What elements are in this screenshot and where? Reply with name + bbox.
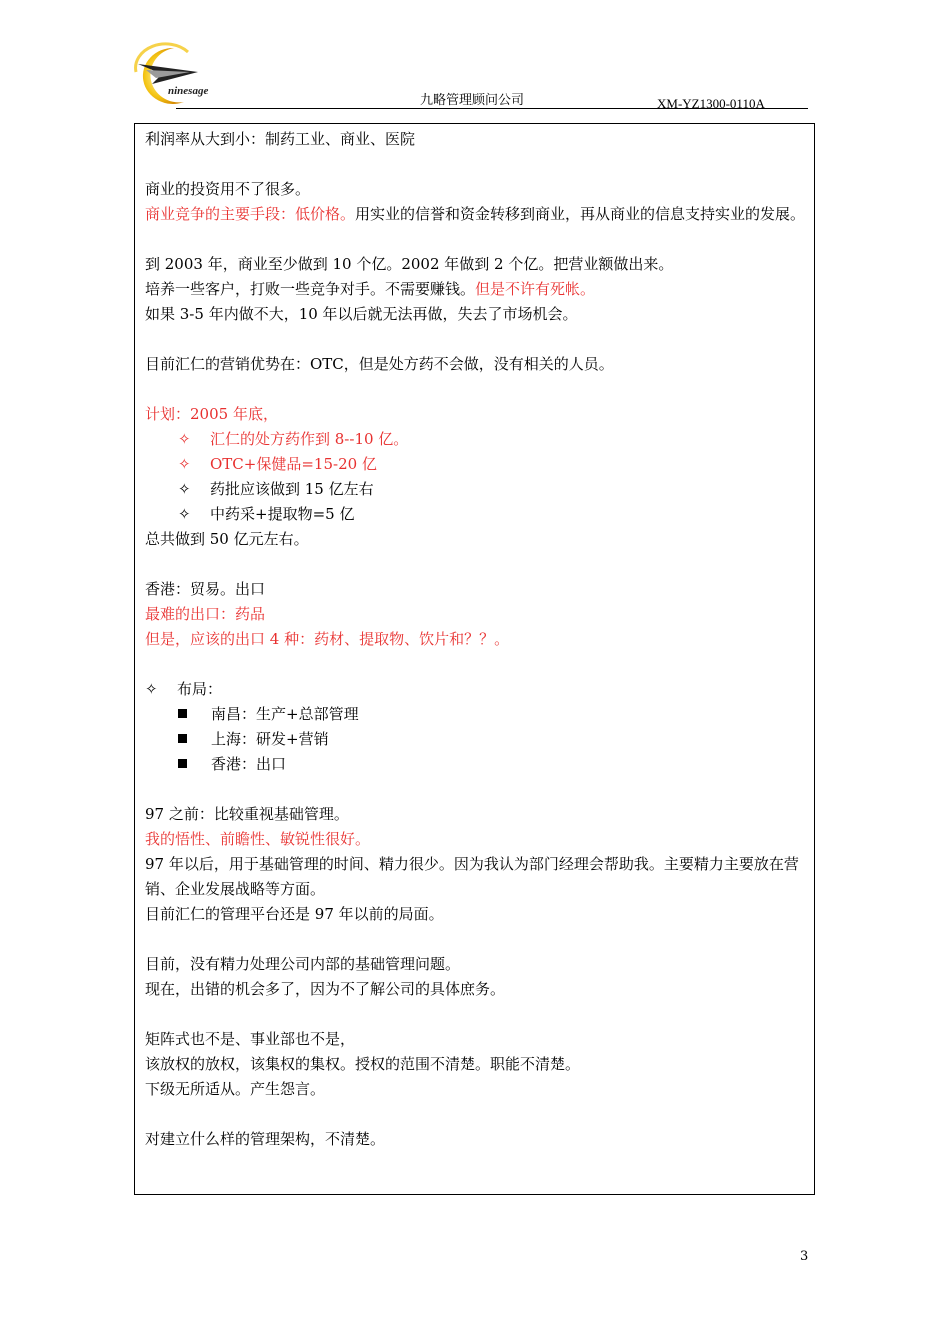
matrix-line: 矩阵式也不是、事业部也不是， [145,1030,356,1048]
advantage-line: 目前汇仁的营销优势在：OTC，但是处方药不会做，没有相关的人员。 [145,355,614,373]
diamond-bullet-icon: ✧ [178,455,191,473]
document-number: XM-YZ1300-0110A [657,95,807,109]
layout-item: 南昌：生产+总部管理 [145,702,810,727]
mistakes-line: 现在，出错的机会多了，因为不了解公司的具体庶务。 [145,980,506,998]
square-bullet-icon [178,759,187,768]
structure-line: 对建立什么样的管理架构，不清楚。 [145,1130,386,1148]
pre97-line: 97 之前：比较重视基础管理。 [145,805,349,823]
header-rule [176,108,808,109]
diamond-bullet-icon: ✧ [178,480,191,498]
diamond-bullet-icon: ✧ [178,505,191,523]
company-name: 九略管理顾问公司 [420,93,525,108]
square-bullet-icon [178,709,187,718]
market-chance-line: 如果 3-5 年内做不大，10 年以后就无法再做，失去了市场机会。 [145,305,578,323]
plan-item: ✧ OTC+保健品=15-20 亿 [145,452,810,477]
diamond-bullet-icon: ✧ [145,680,158,698]
platform-line: 目前汇仁的管理平台还是 97 年以前的局面。 [145,905,444,923]
subordinates-line: 下级无所适从。产生怨言。 [145,1080,326,1098]
svg-text:ninesage: ninesage [168,85,209,97]
document-body [145,127,810,1152]
ninesage-logo [128,42,238,112]
no-energy-line: 目前，没有精力处理公司内部的基础管理问题。 [145,955,461,973]
plan-item: ✧ 中药采+提取物=5 亿 [145,502,810,527]
exports-line: 但是，应该的出口 4 种：药材、提取物、饮片和？？。 [145,630,510,648]
investment-line: 商业的投资用不了很多。 [145,180,311,198]
page-number: 3 [800,1249,809,1264]
no-bad-debt-highlight: 但是不许有死帐。 [475,280,596,298]
plan-item: ✧ 药批应该做到 15 亿左右 [145,477,810,502]
competition-highlight: 商业竞争的主要手段：低价格。 [145,205,356,223]
target-2003-line: 到 2003 年，商业至少做到 10 个亿。2002 年做到 2 个亿。把营业额做出来。 [145,255,674,273]
insight-line: 我的悟性、前瞻性、敏锐性很好。 [145,830,371,848]
layout-item: 上海：研发+营销 [145,727,810,752]
delegate-line: 该放权的放权，该集权的集权。授权的范围不清楚。职能不清楚。 [145,1055,581,1073]
competition-paragraph [145,202,810,227]
plan-item: ✧ 汇仁的处方药作到 8--10 亿。 [145,427,810,452]
diamond-bullet-icon: ✧ [178,430,191,448]
layout-item: 香港：出口 [145,752,810,777]
total-line: 总共做到 50 亿元左右。 [145,530,309,548]
square-bullet-icon [178,734,187,743]
post97-paragraph: 97 年以后，用于基础管理的时间、精力很少。因为我认为部门经理会帮助我。主要精力主要放在营销、企业发展战略等方面。 [145,855,799,898]
layout-title: ✧ 布局： [145,677,810,702]
customers-line: 培养一些客户，打败一些竞争对手。不需要赚钱。但是不许有死帐。 [145,280,596,298]
competition-text: 用实业的信誉和资金转移到商业，再从商业的信息支持实业的发展。 [355,205,806,223]
hk-line: 香港：贸易。出口 [145,580,266,598]
hardest-export-line: 最难的出口：药品 [145,605,266,623]
plan-title: 计划：2005 年底， [145,405,278,423]
profit-line: 利润率从大到小：制药工业、商业、医院 [145,130,416,148]
